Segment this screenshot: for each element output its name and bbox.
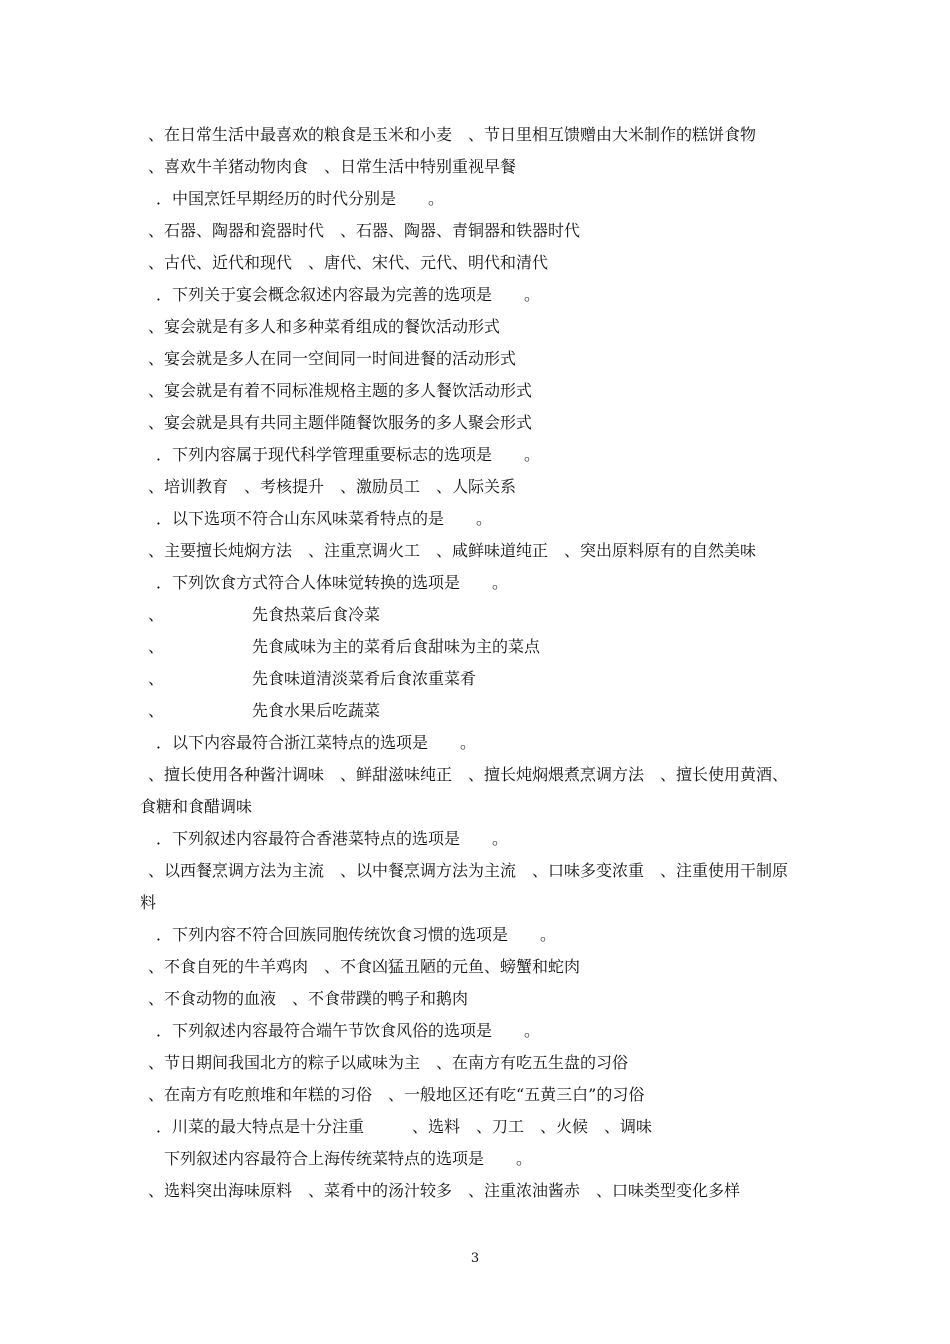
text-line: 、 先食热菜后食冷菜 [148, 605, 381, 624]
question-line: ．下列叙述内容最符合香港菜特点的选项是 。 [156, 829, 509, 848]
text-line: 食糖和食醋调味 [140, 797, 253, 816]
text-line: 料 [140, 893, 157, 912]
question-line: ．中国烹饪早期经历的时代分别是 。 [156, 189, 445, 208]
question-line: ．下列叙述内容最符合端午节饮食风俗的选项是 。 [156, 1021, 541, 1040]
text-line: 、节日期间我国北方的粽子以咸味为主 、在南方有吃五生盘的习俗 [148, 1053, 629, 1072]
text-line: 、宴会就是具有共同主题伴随餐饮服务的多人聚会形式 [148, 413, 533, 432]
text-line: 、宴会就是多人在同一空间同一时间进餐的活动形式 [148, 349, 517, 368]
text-line: 、宴会就是有多人和多种菜肴组成的餐饮活动形式 [148, 317, 501, 336]
text-line: 、在南方有吃煎堆和年糕的习俗 、一般地区还有吃“五黄三白”的习俗 [148, 1085, 645, 1104]
question-line: 下列叙述内容最符合上海传统菜特点的选项是 。 [164, 1149, 533, 1168]
text-line: 、石器、陶器和瓷器时代 、石器、陶器、青铜器和铁器时代 [148, 221, 581, 240]
text-line: 、选料突出海味原料 、菜肴中的汤汁较多 、注重浓油酱赤 、口味类型变化多样 [148, 1181, 741, 1200]
text-line: 、擅长使用各种酱汁调味 、鲜甜滋味纯正 、擅长炖焖煨煮烹调方法 、擅长使用黄酒、 [148, 765, 789, 784]
question-line: ．以下选项不符合山东风味菜肴特点的是 。 [156, 509, 493, 528]
text-line: 、不食动物的血液 、不食带蹼的鸭子和鹅肉 [148, 989, 469, 1008]
text-line: 、不食自死的牛羊鸡肉 、不食凶猛丑陋的元鱼、螃蟹和蛇肉 [148, 957, 581, 976]
question-line: ．下列内容属于现代科学管理重要标志的选项是 。 [156, 445, 541, 464]
text-line: 、 先食咸味为主的菜肴后食甜味为主的菜点 [148, 637, 541, 656]
text-line: 、喜欢牛羊猪动物肉食 、日常生活中特别重视早餐 [148, 157, 517, 176]
text-line: 、以西餐烹调方法为主流 、以中餐烹调方法为主流 、口味多变浓重 、注重使用干制原 [148, 861, 789, 880]
question-line: ．下列关于宴会概念叙述内容最为完善的选项是 。 [156, 285, 541, 304]
question-line: ．下列饮食方式符合人体味觉转换的选项是 。 [156, 573, 509, 592]
question-line: ．以下内容最符合浙江菜特点的选项是 。 [156, 733, 477, 752]
text-line: 、 先食味道清淡菜肴后食浓重菜肴 [148, 669, 477, 688]
question-line: ．川菜的最大特点是十分注重 、选料 、刀工 、火候 、调味 [156, 1117, 653, 1136]
text-line: 、培训教育 、考核提升 、激励员工 、人际关系 [148, 477, 517, 496]
page-number: 3 [470, 1251, 480, 1266]
question-line: ．下列内容不符合回族同胞传统饮食习惯的选项是 。 [156, 925, 557, 944]
text-line: 、在日常生活中最喜欢的粮食是玉米和小麦 、节日里相互馈赠由大米制作的糕饼食物 [148, 125, 757, 144]
text-line: 、 先食水果后吃蔬菜 [148, 701, 381, 720]
text-line: 、古代、近代和现代 、唐代、宋代、元代、明代和清代 [148, 253, 549, 272]
text-line: 、主要擅长炖焖方法 、注重烹调火工 、咸鲜味道纯正 、突出原料原有的自然美味 [148, 541, 757, 560]
text-line: 、宴会就是有着不同标准规格主题的多人餐饮活动形式 [148, 381, 533, 400]
